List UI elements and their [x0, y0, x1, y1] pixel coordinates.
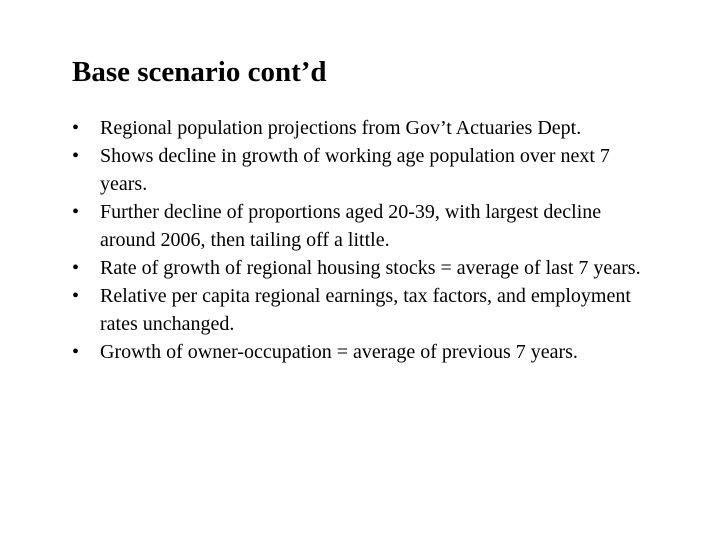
bullet-item	[72, 282, 652, 338]
bullet-item	[72, 198, 652, 254]
bullet-text: Relative per capita regional earnings, tax factors, and employment rates unchanged.	[100, 285, 631, 335]
bullet-text: Rate of growth of regional housing stocks = average of last 7 years.	[100, 257, 641, 279]
bullet-icon: •	[72, 117, 80, 139]
bullet-text: Further decline of proportions aged 20-39, with largest decline around 2006, then tailing off a little.	[100, 201, 602, 251]
bullet-icon: •	[72, 145, 80, 167]
bullet-item	[72, 254, 652, 282]
bullet-icon: •	[72, 257, 80, 279]
bullet-item	[72, 114, 652, 142]
bullet-icon: •	[72, 341, 80, 363]
bullet-text: Growth of owner-occupation = average of previous 7 years.	[100, 341, 578, 363]
bullet-text: Regional population projections from Gov’t Actuaries Dept.	[100, 117, 582, 139]
bullet-list	[72, 114, 652, 366]
bullet-text: Shows decline in growth of working age population over next 7 years.	[100, 145, 610, 195]
bullet-item	[72, 338, 652, 366]
slide-title: Base scenario cont’d	[72, 56, 327, 88]
bullet-item	[72, 142, 652, 198]
bullet-icon: •	[72, 285, 80, 307]
bullet-icon: •	[72, 201, 80, 223]
